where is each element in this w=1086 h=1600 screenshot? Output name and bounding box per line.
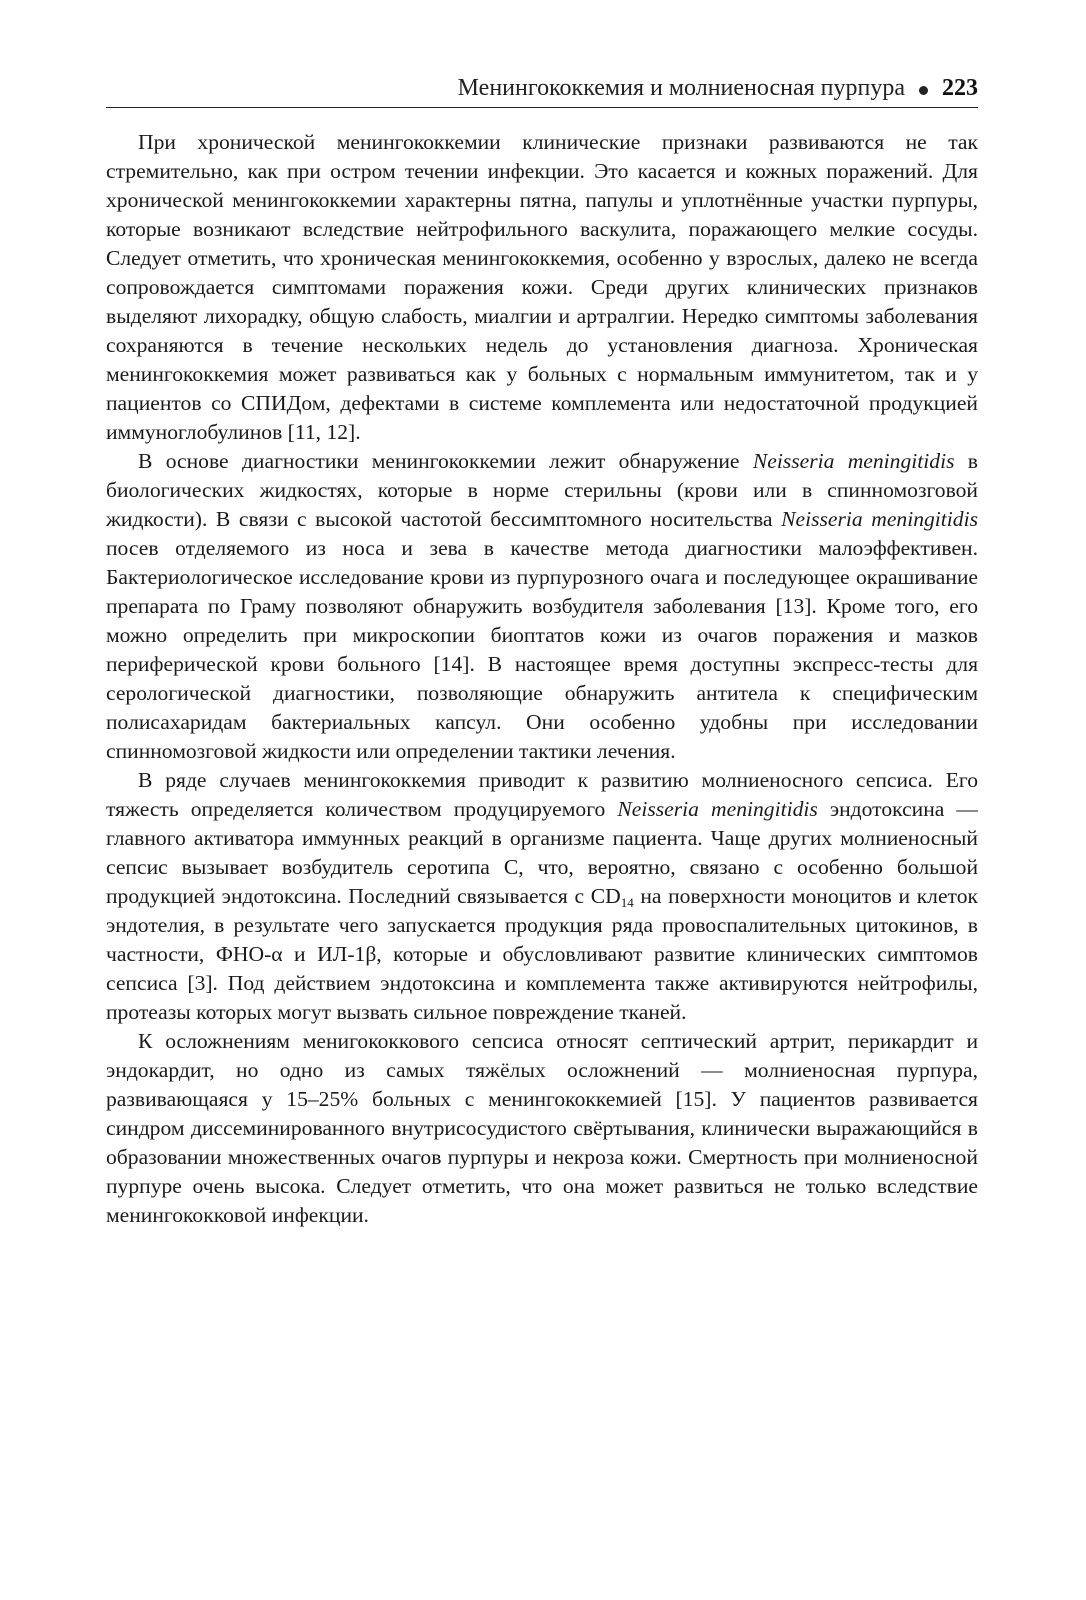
page-number: 223 — [942, 75, 978, 101]
bullet-icon — [919, 86, 928, 95]
paragraph-text: К осложнениям менигококкового сепсиса относят септический артрит, перикардит и эндокардит, но одно из самых тяжёлых осложнений — молниеносная пурпура, развивающаяся у 15–25% больных с менингококкемией [15]. У пациентов развивается синдром диссеминированного внутрисосудистого свёртывания, клинически выражающийся в образовании множественных очагов пурпуры и некроза кожи. Смертность при молниеносной пурпуре очень высока. Следует отметить, что она может развиться не только вследствие менингококковой инфекции. — [106, 1029, 978, 1227]
paragraph-text: В основе диагностики менингококкемии лежит обнаружение — [138, 449, 753, 473]
paragraph-text: эндотоксина — главного активатора иммунных реакций в организме пациента. Чаще других молниеносный сепсис вызывает возбудитель серотипа С, что, вероятно, связано с особенно большой продукцией эндотоксина. Последний связывается с CD — [106, 797, 978, 908]
subscript: 14 — [620, 895, 634, 910]
running-header-title: Менингококкемия и молниеносная пурпура — [457, 75, 905, 101]
paragraph-text: В ряде случаев менингококкемия приводит к развитию молниеносного сепсиса. Его тяжесть определяется количеством продуцируемого — [106, 768, 978, 821]
paragraph-complications — [106, 1027, 978, 1230]
species-name: Neisseria meningitidis — [617, 797, 818, 821]
paragraph-chronic-meningococcemia — [106, 128, 978, 447]
running-header — [106, 72, 978, 108]
species-name: Neisseria meningitidis — [752, 449, 955, 473]
body-text — [106, 128, 978, 1230]
paragraph-text: в биологических жидкостях, которые в норме стерильны (крови или в спинномозговой жидкости). В связи с высокой частотой бессимптомного носительства — [106, 449, 978, 531]
paragraph-text: При хронической менингококкемии клинические признаки развиваются не так стремительно, как при остром течении инфекции. Это касается и кожных поражений. Для хронической менингококкемии характерны пятна, папулы и уплотнённые участки пурпуры, которые возникают вследствие нейтрофильного васкулита, поражающего мелкие сосуды. Следует отметить, что хроническая менингококкемия, особенно у взрослых, далеко не всегда сопровождается симптомами поражения кожи. Среди других клинических признаков выделяют лихорадку, общую слабость, миалгии и артралгии. Нередко симптомы заболевания сохраняются в течение нескольких недель до установления диагноза. Хроническая менингококкемия может развиваться как у больных с нормальным иммунитетом, так и у пациентов со СПИДом, дефектами в системе комплемента или недостаточной продукцией иммуноглобулинов [11, 12]. — [106, 130, 978, 444]
paragraph-text: на поверхности моноцитов и клеток эндотелия, в результате чего запускается продукция ряда провоспалительных цитокинов, в частности, ФНО-α и ИЛ-1β, которые и обусловливают развитие клинических симптомов сепсиса [3]. Под действием эндотоксина и комплемента также активируются нейтрофилы, протеазы которых могут вызвать сильное повреждение тканей. — [106, 884, 978, 1024]
paragraph-text: посев отделяемого из носа и зева в качестве метода диагностики малоэффективен. Бактериологическое исследование крови из пурпурозного очага и последующее окрашивание препарата по Граму позволяют обнаружить возбудителя заболевания [13]. Кроме того, его можно определить при микроскопии биоптатов кожи из очагов поражения и мазков периферической крови больного [14]. В настоящее время доступны экспресс-тесты для серологической диагностики, позволяющие обнаружить антитела к специфическим полисахаридам бактериальных капсул. Они особенно удобны при исследовании спинномозговой жидкости или определении тактики лечения. — [106, 536, 978, 763]
species-name: Neisseria meningitidis — [781, 507, 978, 531]
document-page — [106, 0, 978, 1600]
paragraph-fulminant-sepsis — [106, 766, 978, 1027]
paragraph-diagnostics — [106, 447, 978, 766]
